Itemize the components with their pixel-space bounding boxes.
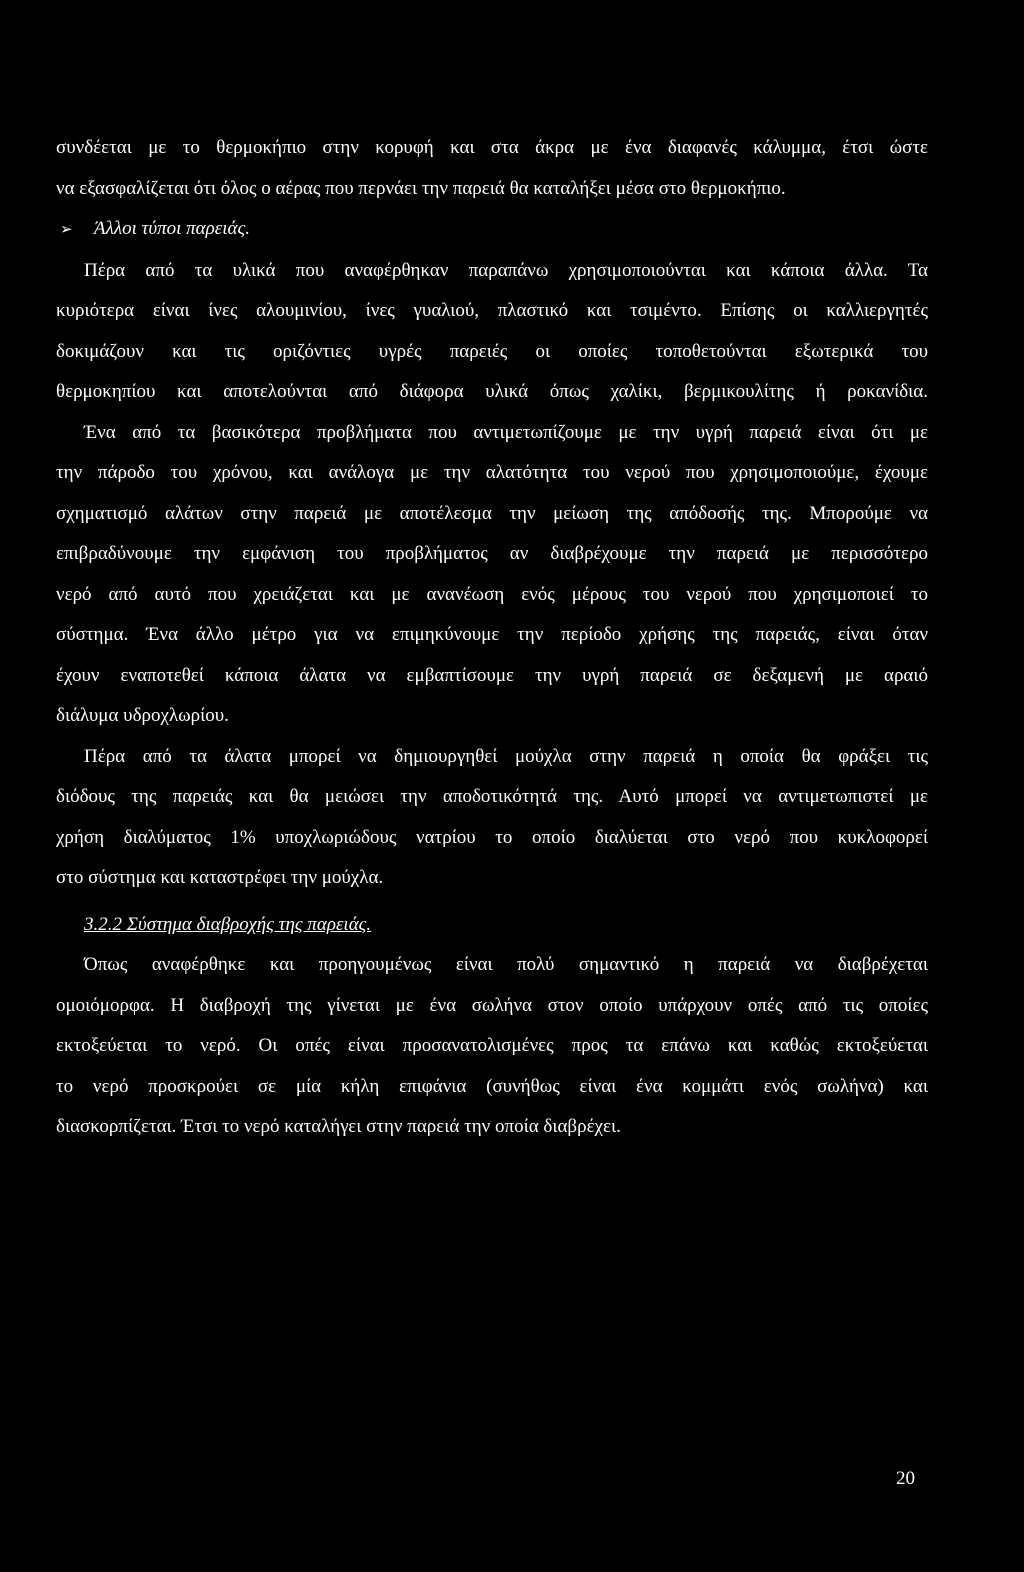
page-number: 20 [896,1468,915,1489]
text-line: νερό από αυτό που χρειάζεται και με ανανέωση ενός μέρους του νερού που χρησιμοποιεί το [56,583,928,605]
text-line: ομοιόμορφα. Η διαβροχή της γίνεται με ένα σωλήνα στον οποίο υπάρχουν οπές από τις οποίες [56,994,928,1016]
bullet-heading-text: Άλλοι τύποι παρειάς. [94,218,250,239]
text-line: εκτοξεύεται το νερό. Οι οπές είναι προσανατολισμένες προς τα επάνω και καθώς εκτοξεύεται [56,1035,928,1056]
section-heading: 3.2.2 Σύστημα διαβροχής της παρειάς. [84,913,372,935]
document-page [56,128,928,1148]
text-line: κυριότερα είναι ίνες αλουμινίου, ίνες γυαλιού, πλαστικό και τσιμέντο. Επίσης οι καλλιεργητές [56,300,928,321]
text-line: να εξασφαλίζεται ότι όλος ο αέρας που περνάει την παρειά θα καταλήξει μέσα στο θερμοκήπιο. [56,177,786,199]
text-line: δοκιμάζουν και τις οριζόντιες υγρές παρειές οι οποίες τοποθετούνται εξωτερικά του [56,340,928,362]
text-line: την πάροδο του χρόνου, και ανάλογα με την αλατότητα του νερού που χρησιμοποιούμε, έχουμε [56,462,928,483]
paragraph-other-types [56,251,928,413]
text-line: έχουν εναποτεθεί κάποια άλατα να εμβαπτίσουμε την υγρή παρειά σε δεξαμενή με αραιό [56,664,928,686]
text-line: σχηματισμό αλάτων στην παρειά με αποτέλεσμα την μείωση της απόδοσής της. Μπορούμε να [56,502,928,524]
text-line: διόδους της παρειάς και θα μειώσει την αποδοτικότητά της. Αυτό μπορεί να αντιμετωπιστεί με [56,786,928,807]
bullet-heading [56,209,928,251]
text-line: χρήση διαλύματος 1% υποχλωριώδους νατρίου το οποίο διαλύεται στο νερό που κυκλοφορεί [56,826,928,848]
text-line: θερμοκηπίου και αποτελούνται από διάφορα υλικά όπως χαλίκι, βερμικουλίτης ή ροκανίδια. [56,381,928,402]
paragraph-salt-problem [56,413,928,737]
arrow-bullet-icon: ➢ [60,222,73,238]
text-line: συνδέεται με το θερμοκήπιο στην κορυφή και στα άκρα με ένα διαφανές κάλυμμα, έτσι ώστε [56,137,928,158]
text-line: Πέρα από τα άλατα μπορεί να δημιουργηθεί μούχλα στην παρειά η οποία θα φράξει τις [84,745,928,767]
text-line: στο σύστημα και καταστρέφει την μούχλα. [56,867,384,888]
text-line: το νερό προσκρούει σε μία κήλη επιφάνια (συνήθως είναι ένα κομμάτι ενός σωλήνα) και [56,1075,928,1097]
text-line: Πέρα από τα υλικά που αναφέρθηκαν παραπάνω χρησιμοποιούνται και κάποια άλλα. Τα [84,259,928,281]
text-line: Όπως αναφέρθηκε και προηγουμένως είναι πολύ σημαντικό η παρειά να διαβρέχεται [84,954,928,975]
paragraph-wetting-system [56,945,928,1148]
text-line: σύστημα. Ένα άλλο μέτρο για να επιμηκύνουμε την περίοδο χρήσης της παρειάς, είναι όταν [56,624,928,645]
text-line: Ένα από τα βασικότερα προβλήματα που αντιμετωπίζουμε με την υγρή παρειά είναι ότι με [84,421,928,443]
text-line: διάλυμα υδροχλωρίου. [56,705,229,726]
paragraph-mold [56,737,928,899]
paragraph-continuation [56,128,928,209]
text-line: διασκορπίζεται. Έτσι το νερό καταλήγει στην παρειά την οποία διαβρέχει. [56,1116,621,1137]
text-line: επιβραδύνουμε την εμφάνιση του προβλήματος αν διαβρέχουμε την παρειά με περισσότερο [56,543,928,564]
